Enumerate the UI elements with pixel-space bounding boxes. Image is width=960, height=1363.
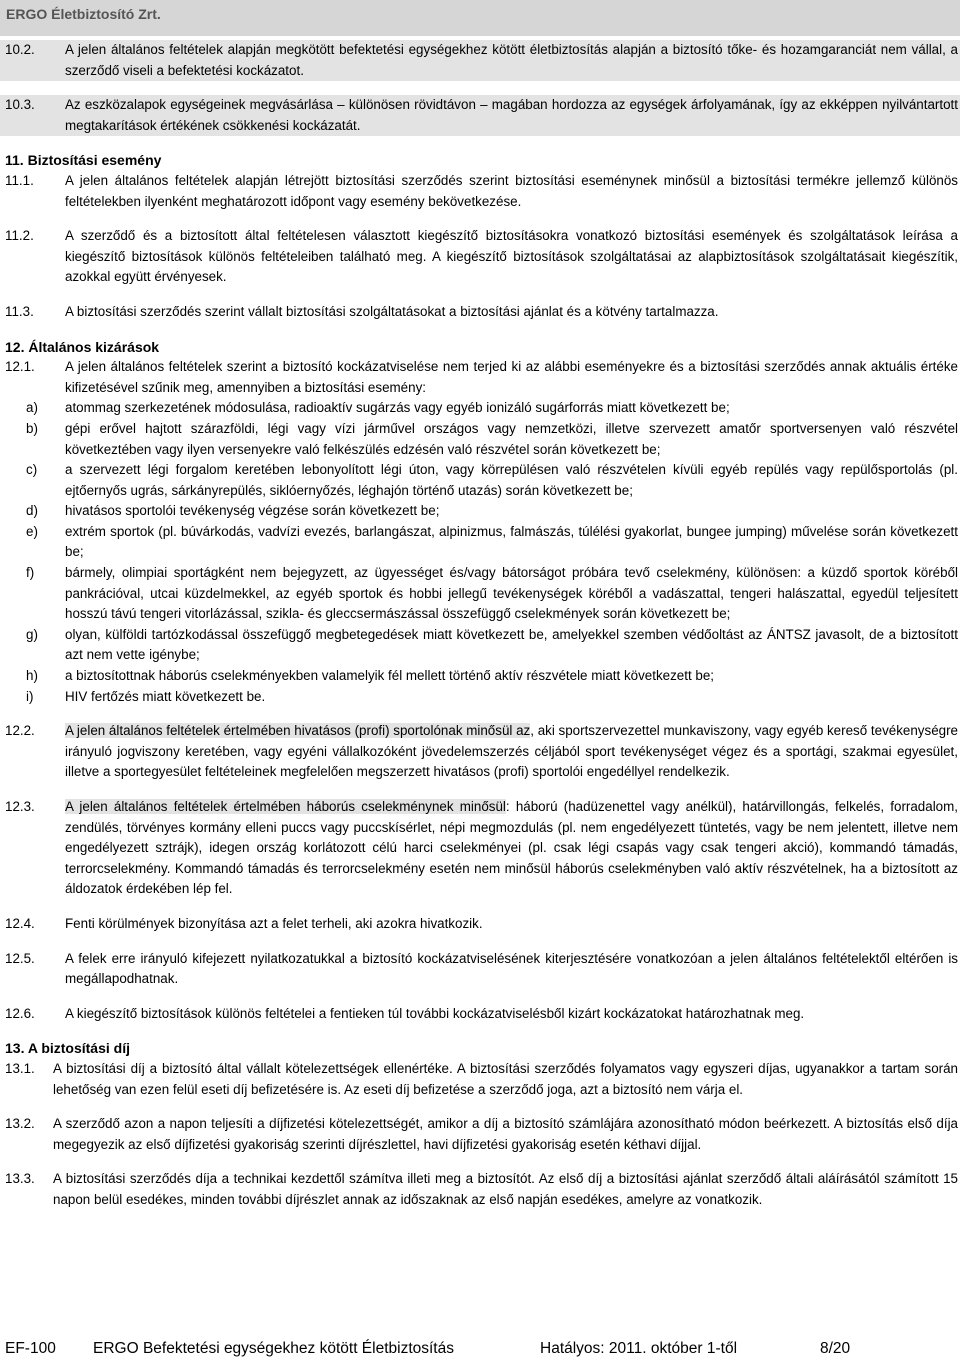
section-text: A biztosítási szerződés szerint vállalt biztosítási szolgáltatásokat a biztosítási ajánlat és a kötvény tartalmazza. <box>65 303 719 319</box>
section-11-1 <box>0 171 960 212</box>
footer-code: EF-100 <box>5 1340 56 1357</box>
section-text: Az eszközalapok egységeinek megvásárlása – különösen rövidtávon – magában hordozza az egységek árfolyamának, így az ekképpen nyilvántartott megtakarítások értékének csökkenési kockázatát. <box>65 97 958 133</box>
section-10-3 <box>0 95 960 136</box>
item-label: f) <box>26 565 35 581</box>
section-text <box>65 721 960 783</box>
section-number: 13.1. <box>5 1060 35 1076</box>
section-text: A biztosítási díj a biztosító által vállalt kötelezettségek ellenértéke. A biztosítási szerződés folyamatos vagy egyszeri díjas, ugyanakkor a tartam során lehetőség van ezen felül eseti díj befizetésére is. Az eseti díj befizetése a szerződő joga, azt a biztosító nem várja el. <box>53 1060 958 1097</box>
page-footer <box>0 1334 960 1363</box>
exclusion-item-h <box>0 666 960 687</box>
item-text: bármely, olimpiai sportágként nem bejegyzett, az ügyességet és/vagy bátorságot próbára tevő cselekmény, különösen: a küzdő sportok köréből pankrációval, utcai küzdelmekkel, az egyéb sportok és hobbi jellegű tevékenységek köréből a vadászattal, tengeri halászattal, egyedül teljesített hosszú távú tengeri vitorlázással, szikla- és gleccsermászással összefüggő cselekmények során következett be; <box>65 565 958 622</box>
section-13-1 <box>0 1059 960 1100</box>
footer-page-number: 8/20 <box>820 1340 851 1357</box>
section-number: 11.1. <box>5 172 34 188</box>
section-text: A kiegészítő biztosítások különös feltételei a fentieken túl további kockázatviselésből kizárt kockázatokat határozhatnak meg. <box>65 1005 805 1021</box>
exclusion-item-i <box>0 687 960 708</box>
item-label: i) <box>26 688 34 704</box>
heading-12: 12. Általános kizárások <box>5 338 160 355</box>
section-11-2 <box>0 226 960 288</box>
document-body <box>0 40 960 1211</box>
item-text: atommag szerkezetének módosulása, radioaktív sugárzás vagy egyéb ionizáló sugárforrás miatt következett be; <box>65 400 730 416</box>
section-number: 11.2. <box>5 228 34 244</box>
section-number: 12.5. <box>5 950 35 966</box>
section-12-2 <box>0 721 960 783</box>
item-label: d) <box>26 503 38 519</box>
item-label: c) <box>26 462 38 478</box>
section-13-3 <box>0 1169 960 1210</box>
exclusion-item-c <box>0 460 960 501</box>
section-12-1 <box>0 357 960 398</box>
item-label: g) <box>26 626 38 642</box>
section-number: 12.4. <box>5 915 35 931</box>
section-text: A szerződő és a biztosított által feltételesen választott kiegészítő biztosításokra vonatkozó biztosítási események és szolgáltatások leírása a kiegészítő biztosítások különös feltételeiben található meg. A kiegészítő biztosítások szolgáltatásai az alapbiztosítások szolgáltatásait kiegészítik, azokkal együtt érvényesek. <box>65 228 958 285</box>
section-11-3 <box>0 302 960 323</box>
item-text: a szervezett légi forgalom keretében lebonyolított légi úton, vagy körrepülésen való részvételen kívüli egyéb repülés vagy repülősportolás (pl. ejtőernyős ugrás, sárkányrepülés, siklóernyőzés, léghajón történő utazás) során következett be; <box>65 462 958 498</box>
section-text: A jelen általános feltételek szerint a biztosító kockázatviselése nem terjed ki az alábbi eseményekre és a biztosítási szerződés annak aktuális értéke kifizetésével szűnik meg, amennyiben a biztosítási esemény: <box>65 359 958 395</box>
page-header <box>0 0 960 36</box>
heading-13: 13. A biztosítási díj <box>5 1040 130 1057</box>
section-text: A szerződő azon a napon teljesíti a díjfizetési kötelezettségét, amikor a díj a biztosító számlájára azonosítható módon beérkezett. A biztosítás első díja megegyezik az első díjfizetési gyakoriság szerinti díjrészlettel, havi díjfizetési gyakoriság esetén kéthavi díjjal. <box>53 1116 958 1152</box>
section-number: 12.3. <box>5 799 35 814</box>
section-13-2 <box>0 1114 960 1155</box>
section-12-3 <box>0 797 960 900</box>
item-label: a) <box>26 400 38 416</box>
company-name: ERGO Életbiztosító Zrt. <box>6 6 161 22</box>
highlighted-definition: A jelen általános feltételek értelmében háborús cselekménynek minősül <box>65 799 506 814</box>
definition-rest: : háború (hadüzenettel vagy anélkül), határvillongás, felkelés, forradalom, zendülés, törvényes kormány elleni puccs vagy puccskísérlet, népi megmozdulás (pl. nem engedélyezett tüntetés, vagy be nem jelentett, illetve nem engedélyezett sztrájk), idegen ország korlátozott célú harci cselekményei (pl. csak légi csapás vagy csak tengeri akció), kommandó támadás, terrorcselekmény. Kommandó támadás és terrorcselekmény esetén nem minősül háborús cselekményben való aktív részvételnek, ha a biztosított az áldozatok érdekében lép fel. <box>65 799 958 897</box>
section-12-5 <box>0 949 960 990</box>
section-number: 13.3. <box>5 1171 35 1187</box>
exclusion-item-e <box>0 522 960 563</box>
section-text: A biztosítási szerződés díja a technikai kezdettől számítva illeti meg a biztosítót. Az első díj a biztosítási ajánlat szerződő általi aláírásától számított 15 napon belül esedékes, minden további díjrészlet annak az időszaknak az első napján esedékes, amelyre az vonatkozik. <box>53 1171 958 1207</box>
item-text: gépi erővel hajtott szárazföldi, légi vagy vízi járművel országos vagy nemzetközi, illetve szervezett amatőr sportversenyen való részvétel következtében vagy ilyen versenyekre való felkészülés edzésén való részvétel során következett be; <box>65 420 958 457</box>
section-number: 10.2. <box>5 42 35 57</box>
item-label: e) <box>26 523 38 539</box>
section-text <box>65 797 960 900</box>
heading-11: 11. Biztosítási esemény <box>5 152 162 169</box>
section-number: 13.2. <box>5 1116 35 1132</box>
item-text: olyan, külföldi tartózkodással összefüggő megbetegedések miatt következett be, amelyekkel szemben védőoltást az ÁNTSZ javasolt, de a biztosított azt nem vette igénybe; <box>65 626 958 663</box>
section-text: Fenti körülmények bizonyítása azt a felet terheli, aki azokra hivatkozik. <box>65 915 483 931</box>
highlighted-definition: A jelen általános feltételek értelmében hivatásos (profi) sportolónak minősül az <box>65 723 531 739</box>
exclusion-item-d <box>0 501 960 522</box>
section-number: 10.3. <box>5 97 35 113</box>
exclusion-item-f <box>0 563 960 625</box>
item-text: extrém sportok (pl. búvárkodás, vadvízi evezés, barlangászat, alpinizmus, falmászás, túlélési gyakorlat, bungee jumping) művelése során következett be; <box>65 523 958 560</box>
section-text: A jelen általános feltételek alapján megkötött befektetési egységekhez kötött életbiztosítás alapján a biztosító tőke- és hozamgaranciát nem vállal, a szerződő viseli a befektetési kockázatot. <box>65 42 958 78</box>
item-text: a biztosítottnak háborús cselekményekben valamelyik fél mellett történő aktív részvétele miatt következett be; <box>65 668 715 684</box>
section-number: 12.1. <box>5 359 35 375</box>
section-10-2 <box>0 40 960 81</box>
exclusion-item-g <box>0 625 960 666</box>
section-number: 12.6. <box>5 1005 35 1021</box>
section-text: A felek erre irányuló kifejezett nyilatkozatukkal a biztosító kockázatviselésének kiterjesztésére vonatkozóan a jelen általános feltételektől eltérően is megállapodhatnak. <box>65 950 958 987</box>
item-label: b) <box>26 420 38 436</box>
section-12-6 <box>0 1004 960 1025</box>
footer-title: ERGO Befektetési egységekhez kötött Életbiztosítás <box>93 1340 454 1357</box>
section-number: 12.2. <box>5 723 35 739</box>
item-text: hivatásos sportolói tevékenység végzése során következett be; <box>65 503 440 519</box>
section-12-4 <box>0 914 960 935</box>
section-text: A jelen általános feltételek alapján létrejött biztosítási szerződés szerint biztosítási eseménynek minősül a biztosítási termékre jellemző különös feltételekben ilyenként meghatározott időpont vagy esemény bekövetkezése. <box>65 172 958 209</box>
section-number: 11.3. <box>5 303 34 319</box>
exclusion-item-b <box>0 419 960 460</box>
definition-rest: , aki sportszervezettel munkaviszony, vagy egyéb kereső tevékenységre irányuló jogviszony keretében, vagy egyéni vállalkozóként jövedelemszerzés céljából sport tevékenységet végez és a sportági, szakmai egyesület, illetve a sportegyesület feltételeinek megfelelően megszerzett hivatásos (profi) sportolói engedéllyel rendelkezik. <box>65 723 958 780</box>
exclusion-item-a <box>0 398 960 419</box>
item-text: HIV fertőzés miatt következett be. <box>65 688 266 704</box>
item-label: h) <box>26 668 38 684</box>
footer-effective-date: Hatályos: 2011. október 1-től <box>540 1340 738 1357</box>
